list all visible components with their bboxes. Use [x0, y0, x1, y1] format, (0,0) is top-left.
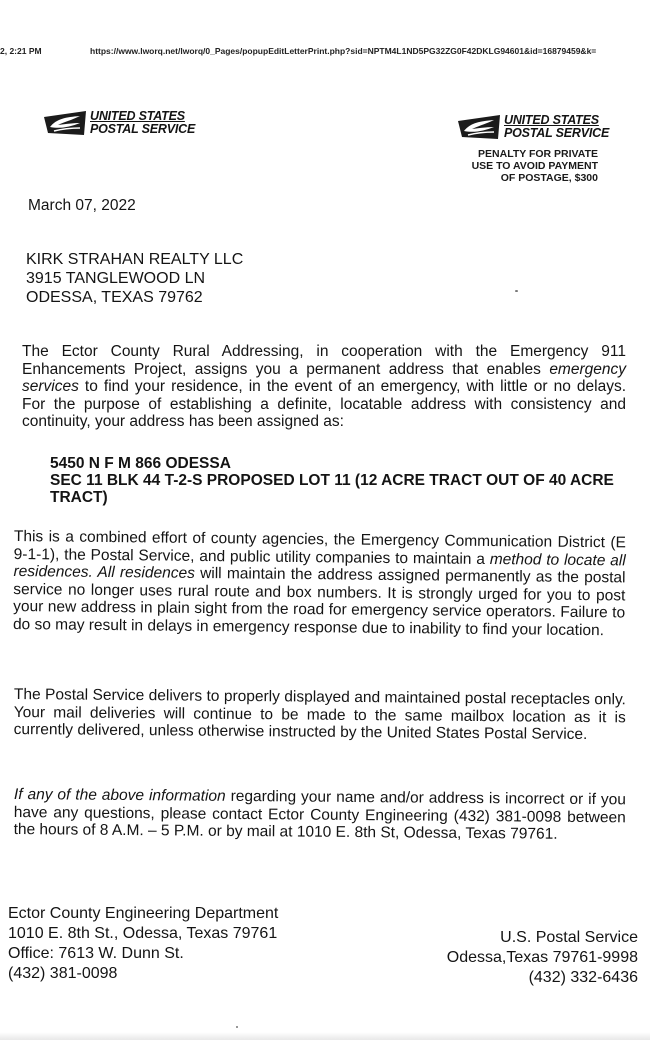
- usps-eagle-icon: [458, 115, 500, 139]
- contact-paragraph: [14, 786, 626, 844]
- intro-text-a: The Ector County Rural Addressing, in cooperation with the Emergency 911 Enhancements Project, assigns you a permanent address that enables: [22, 343, 626, 378]
- p2-text-c: will maintain the address assigned permanently as the postal service no longer uses rural route and box numbers. It is strongly urged for you to post your new address in plain sight from the road for emergency service operators. Failure to do so may result in delays in emergency response due to inability to find your location.: [12, 565, 626, 640]
- assigned-address: [50, 455, 630, 506]
- postal-service-name: U.S. Postal Service: [500, 929, 638, 946]
- recipient-street: 3915 TANGLEWOOD LN: [26, 270, 206, 287]
- county-dept-name: Ector County Engineering Department: [8, 905, 279, 922]
- county-office-address: Office: 7613 W. Dunn St.: [8, 945, 184, 962]
- penalty-line: USE TO AVOID PAYMENT: [471, 160, 598, 172]
- intro-text-c: to find your residence, in the event of an emergency, with little or no delays. For the purpose of establishing a definite, locatable address with consistency and continuity, your address has been assigned as:: [22, 378, 626, 431]
- assigned-address-line1: 5450 N F M 866 ODESSA: [50, 455, 231, 472]
- recipient-address: [26, 250, 243, 307]
- usps-wordmark-line2: POSTAL SERVICE: [504, 126, 610, 140]
- usps-wordmark-left: [90, 110, 195, 136]
- usps-wordmark-line1: UNITED STATES: [504, 113, 599, 127]
- print-timestamp: 2, 2:21 PM: [0, 46, 42, 56]
- postal-delivery-paragraph: The Postal Service delivers to properly displayed and maintained postal receptacles only. Your mail deliveries will continue to be made to the same mailbox location as it is currently delivered, unless otherwise instructed by the United States Postal Service.: [13, 686, 626, 744]
- postage-penalty-notice: [448, 148, 598, 184]
- penalty-line: OF POSTAGE, $300: [500, 172, 598, 184]
- county-mail-address: 1010 E. 8th St., Odessa, Texas 79761: [8, 925, 278, 942]
- recipient-city: ODESSA, TEXAS 79762: [26, 289, 203, 306]
- usps-eagle-icon: [44, 111, 86, 135]
- county-phone: (432) 381-0098: [8, 965, 118, 982]
- p2-text-emphasis: method to locate all residences. All residences: [13, 550, 626, 583]
- recipient-name: KIRK STRAHAN REALTY LLC: [26, 251, 244, 268]
- usps-wordmark-line2: POSTAL SERVICE: [90, 122, 196, 136]
- postal-service-city: Odessa,Texas 79761-9998: [446, 949, 638, 966]
- usps-logo-left: [44, 110, 195, 136]
- usps-wordmark-right: [504, 114, 609, 140]
- intro-text-emphasis: emergency services: [22, 360, 626, 396]
- scan-speck: [515, 290, 518, 292]
- postal-service-phone: (432) 332-6436: [528, 969, 638, 986]
- assigned-address-line2: SEC 11 BLK 44 T-2-S PROPOSED LOT 11 (12 ACRE TRACT OUT OF 40 ACRE TRACT): [50, 472, 614, 506]
- p2-text-a: This is a combined effort of county agencies, the Emergency Communication District (E 9-1-1), the Postal Service, and public utility companies to maintain a: [13, 528, 626, 568]
- usps-logo-right: [458, 114, 609, 140]
- p4-text-b: regarding your name and/or address is incorrect or if you have any questions, please contact Ector County Engineering (432) 381-0098 between the hours of 8 A.M. – 5 P.M. or by mail at 1010 E. 8th St, Odessa, Texas 79761.: [13, 787, 626, 843]
- county-engineering-block: [8, 904, 278, 984]
- combined-effort-paragraph: [13, 528, 626, 640]
- p4-text-emphasis: If any of the above information: [13, 786, 226, 805]
- penalty-line: PENALTY FOR PRIVATE: [478, 148, 598, 160]
- print-url: https://www.lworq.net/lworq/0_Pages/popupEditLetterPrint.php?sid=NPTM4L1ND5PG32ZG0F42DKLG94601&id=16879459&k=: [90, 46, 597, 56]
- postal-service-block: [420, 928, 638, 988]
- usps-wordmark-line1: UNITED STATES: [90, 109, 185, 123]
- scan-speck: [236, 1026, 238, 1028]
- page-edge-shadow: [0, 1032, 650, 1040]
- letter-date: March 07, 2022: [28, 197, 136, 214]
- intro-paragraph: [22, 343, 626, 431]
